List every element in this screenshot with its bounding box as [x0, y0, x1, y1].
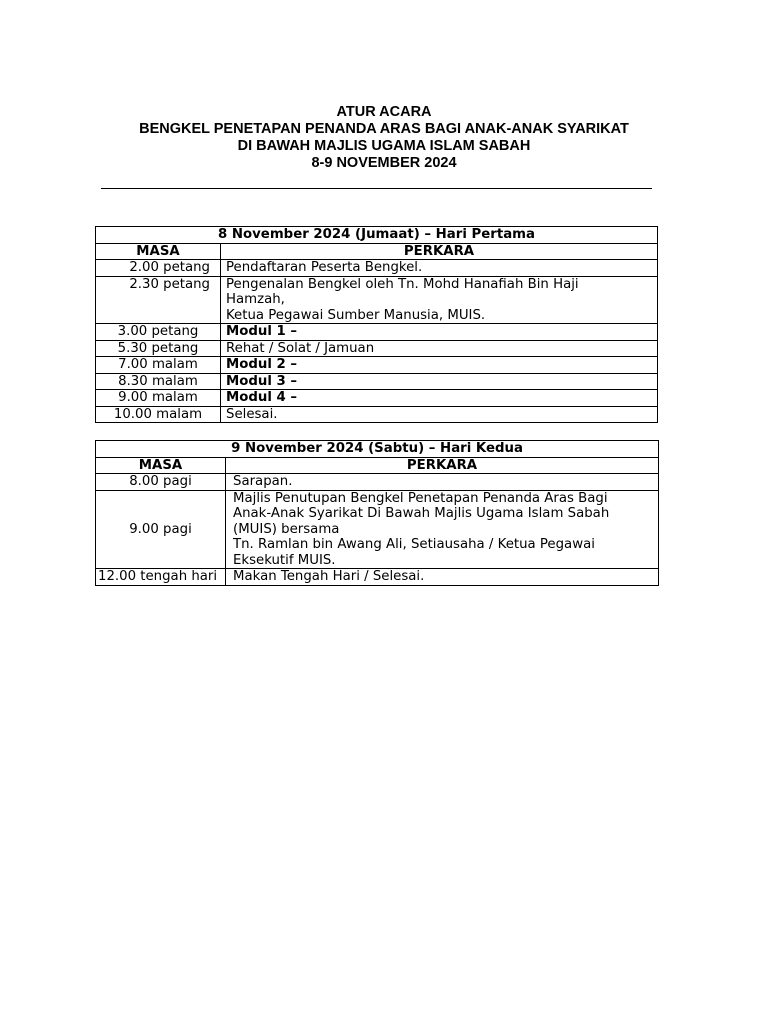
time-cell: 9.00 malam: [96, 390, 221, 407]
table-row: [96, 390, 658, 407]
item-text: Anak-Anak Syarikat Di Bawah Majlis Ugama Islam Sabah: [233, 506, 610, 521]
table-row: [96, 324, 658, 341]
item-text: Modul 1 –: [226, 324, 298, 339]
item-text: Majlis Penutupan Bengkel Penetapan Penanda Aras Bagi: [233, 490, 608, 506]
item-text: Modul 3 –: [226, 373, 298, 389]
time-cell: 2.00 petang: [96, 260, 221, 277]
schedule-table-day2: [95, 440, 659, 586]
item-cell: [221, 357, 658, 374]
column-header-perkara: PERKARA: [226, 457, 659, 474]
item-text: Rehat / Solat / Jamuan: [226, 340, 375, 356]
table-row: [96, 490, 659, 569]
item-text: Sarapan.: [233, 474, 293, 489]
time-cell: 8.30 malam: [96, 373, 221, 390]
header-divider: [101, 188, 652, 189]
table-row: [96, 260, 658, 277]
item-text: Makan Tengah Hari / Selesai.: [233, 569, 425, 584]
item-cell: [226, 569, 659, 586]
item-cell: [221, 276, 658, 324]
item-text: Pendaftaran Peserta Bengkel.: [226, 260, 423, 275]
column-header-masa: MASA: [96, 243, 221, 260]
item-text: Modul 2 –: [226, 357, 298, 372]
item-text: Selesai.: [226, 406, 278, 422]
table-row: [96, 340, 658, 357]
time-cell: 10.00 malam: [96, 406, 221, 423]
time-cell: 8.00 pagi: [96, 474, 226, 491]
time-cell: 9.00 pagi: [96, 490, 226, 569]
header-title: ATUR ACARA: [336, 104, 432, 120]
item-cell: [221, 406, 658, 423]
item-cell: [221, 390, 658, 407]
document-header: [0, 104, 768, 172]
item-cell: [226, 474, 659, 491]
item-cell: [221, 340, 658, 357]
table-row: [96, 474, 659, 491]
item-text: Pengenalan Bengkel oleh Tn. Mohd Hanafiah Bin Haji: [226, 276, 579, 292]
table-title-row: [96, 441, 659, 458]
table-title-row: [96, 227, 658, 244]
time-cell: 12.00 tengah hari: [96, 569, 226, 586]
table-title: 9 November 2024 (Sabtu) – Hari Kedua: [96, 441, 659, 458]
table-row: [96, 373, 658, 390]
header-organization: DI BAWAH MAJLIS UGAMA ISLAM SABAH: [237, 138, 531, 154]
table-row: [96, 569, 659, 586]
item-cell: [226, 490, 659, 569]
header-date: 8-9 NOVEMBER 2024: [311, 155, 457, 171]
item-cell: [221, 324, 658, 341]
item-text: Hamzah,: [226, 292, 285, 307]
time-cell: 5.30 petang: [96, 340, 221, 357]
column-header-masa: MASA: [96, 457, 226, 474]
item-text: Ketua Pegawai Sumber Manusia, MUIS.: [226, 307, 486, 323]
item-text: Eksekutif MUIS.: [233, 552, 336, 568]
item-text: (MUIS) bersama: [233, 521, 340, 537]
table-title: 8 November 2024 (Jumaat) – Hari Pertama: [96, 227, 658, 244]
item-text: Modul 4 –: [226, 390, 298, 405]
time-cell: 7.00 malam: [96, 357, 221, 374]
table-row: [96, 357, 658, 374]
table-row: [96, 406, 658, 423]
table-header-row: [96, 457, 659, 474]
schedule-table-day1: [95, 226, 658, 423]
time-cell: 2.30 petang: [96, 276, 221, 324]
item-text: Tn. Ramlan bin Awang Ali, Setiausaha / Ketua Pegawai: [233, 537, 595, 552]
header-event-name: BENGKEL PENETAPAN PENANDA ARAS BAGI ANAK-ANAK SYARIKAT: [139, 121, 629, 137]
table-row: [96, 276, 658, 324]
item-cell: [221, 373, 658, 390]
item-cell: [221, 260, 658, 277]
column-header-perkara: PERKARA: [221, 243, 658, 260]
table-header-row: [96, 243, 658, 260]
time-cell: 3.00 petang: [96, 324, 221, 341]
